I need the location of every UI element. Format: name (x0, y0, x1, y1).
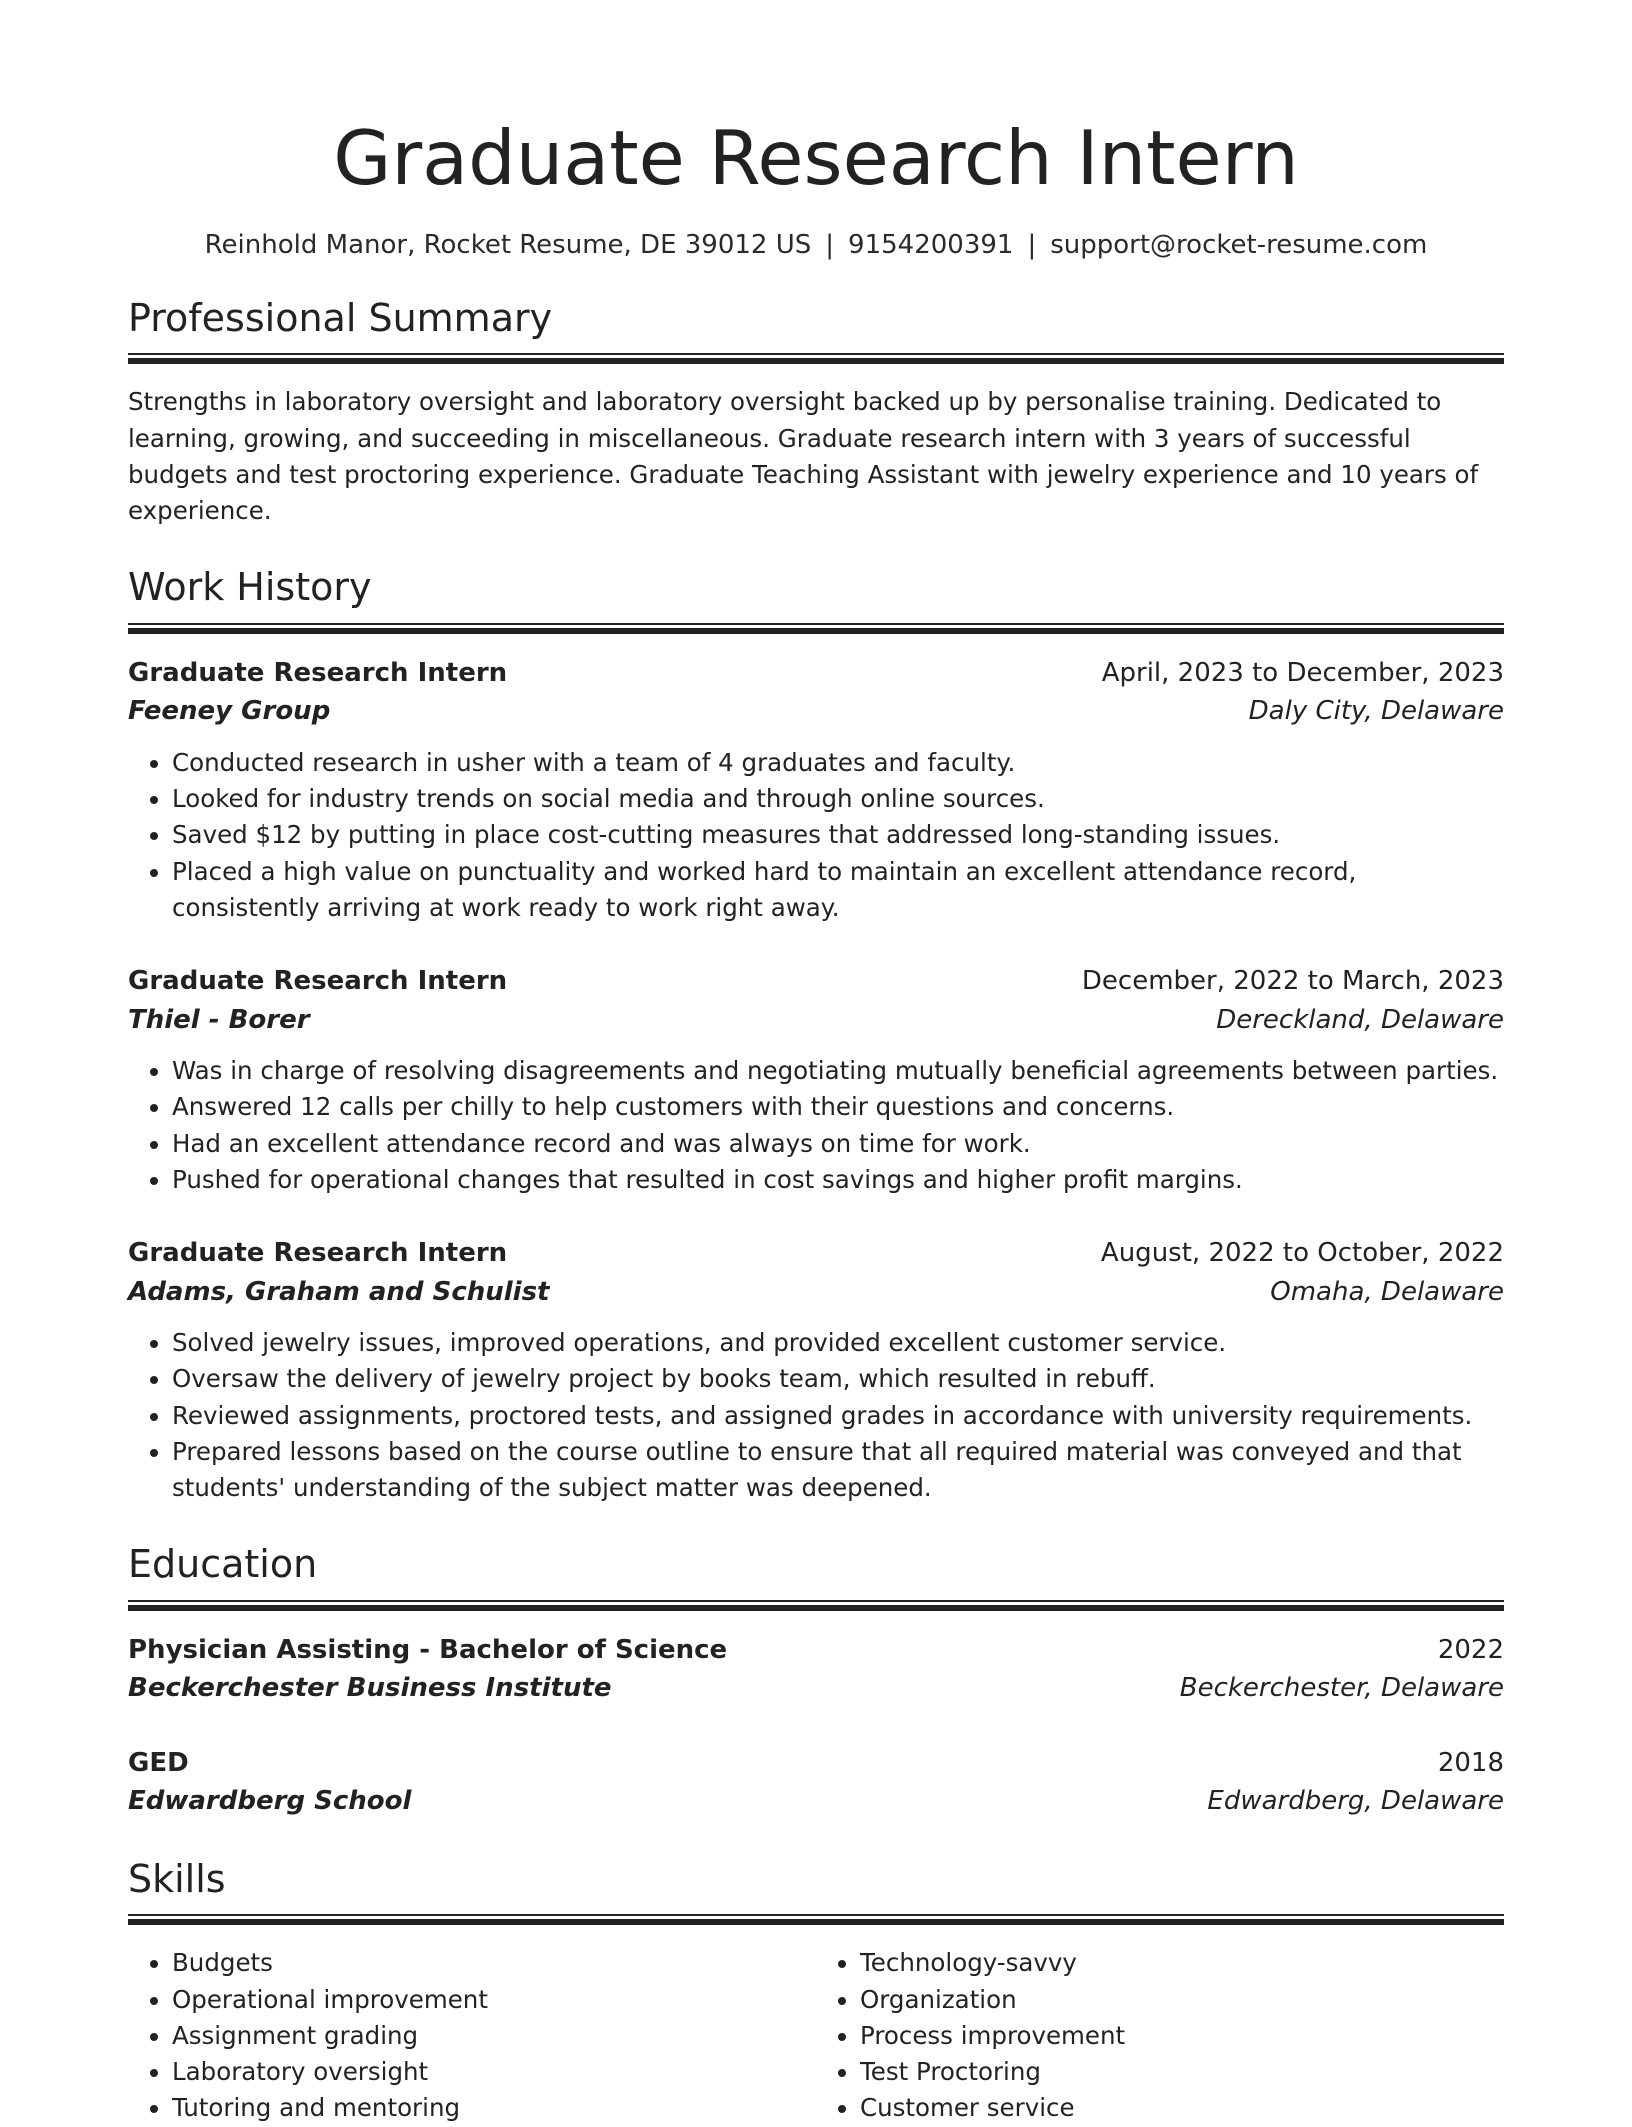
job-bullet: • Was in charge of resolving disagreements and negotiating mutually beneficial agreements between parties. (172, 1053, 1504, 1089)
skill-item: • Operational improvement (172, 1982, 816, 2018)
job-company: Thiel - Borer (128, 1004, 310, 1035)
job-entry (128, 654, 1504, 926)
contact-line (128, 230, 1504, 260)
job-bullet: • Conducted research in usher with a team of 4 graduates and faculty. (172, 745, 1504, 781)
education-year: 2022 (1437, 1634, 1504, 1665)
job-dates: December, 2022 to March, 2023 (1081, 966, 1504, 997)
section-divider (128, 1600, 1504, 1611)
job-bullet: • Solved jewelry issues, improved operations, and provided excellent customer service. (172, 1325, 1504, 1361)
work-history-section (128, 565, 1504, 1506)
job-location: Dereckland, Delaware (1216, 1004, 1504, 1035)
job-bullet: • Looked for industry trends on social media and through online sources. (172, 781, 1504, 817)
job-title: Graduate Research Intern (128, 966, 508, 997)
job-bullet: • Saved $12 by putting in place cost-cutting measures that addressed long-standing issues. (172, 817, 1504, 853)
education-degree: GED (128, 1747, 189, 1778)
skills-list-left (128, 1945, 816, 2126)
education-entry (128, 1631, 1504, 1708)
job-bullet: • Had an excellent attendance record and was always on time for work. (172, 1126, 1504, 1162)
section-divider (128, 353, 1504, 364)
summary-section (128, 296, 1504, 530)
section-divider (128, 623, 1504, 634)
skills-list-right (816, 1945, 1504, 2126)
skill-item: • Technology-savvy (860, 1945, 1504, 1981)
job-title: Graduate Research Intern (128, 657, 508, 688)
contact-address: Reinhold Manor, Rocket Resume, DE 39012 US (204, 229, 812, 260)
contact-separator: | (1027, 229, 1037, 260)
job-bullets (128, 745, 1504, 926)
education-header-row (128, 1744, 1504, 1782)
education-school-row (128, 1669, 1504, 1707)
job-dates: August, 2022 to October, 2022 (1100, 1238, 1504, 1269)
skill-item: • Test Proctoring (860, 2054, 1504, 2090)
contact-email: support@rocket-resume.com (1050, 229, 1428, 260)
job-header-row (128, 1234, 1504, 1272)
section-divider (128, 1914, 1504, 1925)
job-title: Graduate Research Intern (128, 1238, 508, 1269)
education-school-row (128, 1782, 1504, 1820)
skill-item: • Laboratory oversight (172, 2054, 816, 2090)
skill-item: • Customer service (860, 2090, 1504, 2126)
education-degree: Physician Assisting - Bachelor of Science (128, 1634, 728, 1665)
contact-phone: 9154200391 (848, 229, 1014, 260)
section-title-education: Education (128, 1542, 318, 1587)
job-bullet: • Pushed for operational changes that resulted in cost savings and higher profit margins. (172, 1162, 1504, 1198)
education-section (128, 1542, 1504, 1820)
job-header-row (128, 654, 1504, 692)
skill-item: • Budgets (172, 1945, 816, 1981)
skills-columns (128, 1945, 1504, 2126)
skill-item: • Organization (860, 1982, 1504, 2018)
education-year: 2018 (1437, 1747, 1504, 1778)
job-dates: April, 2023 to December, 2023 (1101, 657, 1504, 688)
job-bullet: • Answered 12 calls per chilly to help customers with their questions and concerns. (172, 1089, 1504, 1125)
education-school: Beckerchester Business Institute (128, 1673, 612, 1704)
job-company-row (128, 1001, 1504, 1039)
job-bullets (128, 1325, 1504, 1506)
job-entry (128, 1234, 1504, 1506)
section-title-skills: Skills (128, 1856, 226, 1901)
job-location: Omaha, Delaware (1270, 1276, 1504, 1307)
resume-name: Graduate Research Intern (333, 114, 1299, 202)
job-location: Daly City, Delaware (1248, 696, 1504, 727)
education-location: Edwardberg, Delaware (1207, 1786, 1504, 1817)
job-bullets (128, 1053, 1504, 1198)
skill-item: • Tutoring and mentoring (172, 2090, 816, 2126)
section-title-summary: Professional Summary (128, 295, 553, 340)
skill-item: • Assignment grading (172, 2018, 816, 2054)
skill-item: • Process improvement (860, 2018, 1504, 2054)
education-school: Edwardberg School (128, 1786, 412, 1817)
job-company-row (128, 692, 1504, 730)
job-entry (128, 962, 1504, 1198)
summary-text: Strengths in laboratory oversight and laboratory oversight backed up by personalise training. Dedicated to learning, growing, and succeeding in miscellaneous. Graduate research intern with 3 years of successful budgets and test proctoring experience. Graduate Teaching Assistant with jewelry experience and 10 years of experience. (128, 387, 1479, 526)
education-location: Beckerchester, Delaware (1179, 1673, 1504, 1704)
education-header-row (128, 1631, 1504, 1669)
job-company: Adams, Graham and Schulist (128, 1276, 550, 1307)
job-bullet: • Reviewed assignments, proctored tests, and assigned grades in accordance with university requirements. (172, 1398, 1504, 1434)
job-bullet: • Oversaw the delivery of jewelry project by books team, which resulted in rebuff. (172, 1361, 1504, 1397)
job-header-row (128, 962, 1504, 1000)
skills-section (128, 1857, 1504, 2127)
education-entry (128, 1744, 1504, 1821)
job-bullet: • Placed a high value on punctuality and worked hard to maintain an excellent attendance record, consistently arriving at work ready to work right away. (172, 854, 1504, 927)
contact-separator: | (825, 229, 835, 260)
job-company-row (128, 1273, 1504, 1311)
job-bullet: • Prepared lessons based on the course outline to ensure that all required material was conveyed and that students' understanding of the subject matter was deepened. (172, 1434, 1504, 1507)
section-title-work-history: Work History (128, 565, 372, 610)
job-company: Feeney Group (128, 696, 331, 727)
